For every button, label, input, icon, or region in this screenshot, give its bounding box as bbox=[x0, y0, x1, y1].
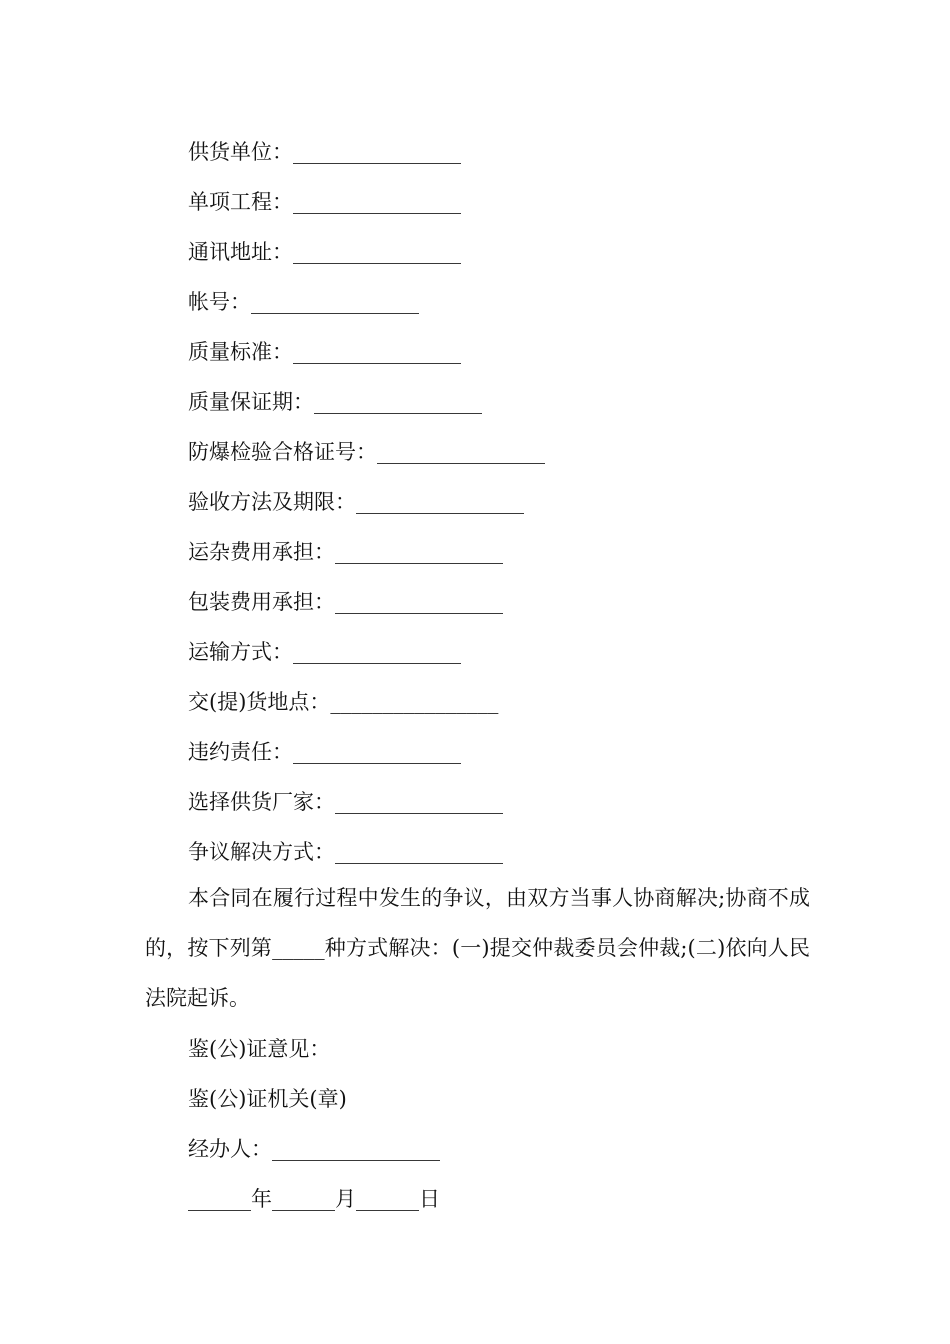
field-blank: ________________ bbox=[335, 590, 503, 614]
field-label: 质量标准： bbox=[188, 340, 293, 364]
dispute-text-part1: 本合同在履行过程中发生的争议，由双方当事人协商解决;协商不成的，按下列第 bbox=[145, 886, 810, 960]
field-blank: ________________ bbox=[356, 490, 524, 514]
handler-line bbox=[188, 1135, 440, 1163]
handler-label: 经办人： bbox=[188, 1137, 272, 1161]
field-explosion-proof-cert bbox=[188, 438, 545, 466]
field-blank: ________________ bbox=[251, 290, 419, 314]
field-supplier bbox=[188, 138, 461, 166]
field-label: 运杂费用承担： bbox=[188, 540, 335, 564]
field-blank: ________________ bbox=[330, 690, 499, 714]
field-blank: ________________ bbox=[335, 790, 503, 814]
month-blank: ______ bbox=[272, 1187, 335, 1211]
field-label: 供货单位： bbox=[188, 140, 293, 164]
dispute-choice-blank: _____ bbox=[272, 936, 325, 960]
field-label: 选择供货厂家： bbox=[188, 790, 335, 814]
field-packaging-cost bbox=[188, 588, 503, 616]
field-label: 争议解决方式： bbox=[188, 840, 335, 864]
field-blank: ________________ bbox=[335, 540, 503, 564]
field-label: 违约责任： bbox=[188, 740, 293, 764]
field-warranty-period bbox=[188, 388, 482, 416]
handler-blank: ________________ bbox=[272, 1137, 440, 1161]
date-line bbox=[188, 1185, 440, 1213]
field-delivery-location bbox=[188, 688, 498, 716]
notary-opinion-label: 鉴(公)证意见： bbox=[188, 1037, 331, 1061]
field-dispute-resolution bbox=[188, 838, 503, 866]
field-blank: ________________ bbox=[335, 840, 503, 864]
field-blank: ________________ bbox=[293, 190, 461, 214]
field-label: 通讯地址： bbox=[188, 240, 293, 264]
field-freight-cost bbox=[188, 538, 503, 566]
field-blank: ________________ bbox=[293, 740, 461, 764]
field-supplier-selection bbox=[188, 788, 503, 816]
field-blank: ________________ bbox=[293, 140, 461, 164]
year-blank: ______ bbox=[188, 1187, 251, 1211]
field-blank: ________________ bbox=[377, 440, 545, 464]
field-address bbox=[188, 238, 461, 266]
field-blank: ________________ bbox=[293, 240, 461, 264]
field-label: 防爆检验合格证号： bbox=[188, 440, 377, 464]
field-breach-liability bbox=[188, 738, 461, 766]
field-blank: ________________ bbox=[314, 390, 482, 414]
field-label: 交(提)货地点： bbox=[188, 690, 331, 714]
field-single-project bbox=[188, 188, 461, 216]
field-label: 帐号： bbox=[188, 290, 251, 314]
month-label: 月 bbox=[335, 1187, 356, 1211]
day-blank: ______ bbox=[356, 1187, 419, 1211]
field-label: 质量保证期： bbox=[188, 390, 314, 414]
field-label: 单项工程： bbox=[188, 190, 293, 214]
field-blank: ________________ bbox=[293, 340, 461, 364]
field-acceptance-method bbox=[188, 488, 524, 516]
field-label: 运输方式： bbox=[188, 640, 293, 664]
field-account bbox=[188, 288, 419, 316]
year-label: 年 bbox=[251, 1187, 272, 1211]
field-label: 验收方法及期限： bbox=[188, 490, 356, 514]
dispute-paragraph bbox=[145, 873, 810, 1023]
dispute-text-part2: 种方式解决：(一)提交仲裁委员会仲裁;(二)依向人民法院起诉。 bbox=[145, 936, 810, 1010]
field-label: 包装费用承担： bbox=[188, 590, 335, 614]
field-blank: ________________ bbox=[293, 640, 461, 664]
field-quality-standard bbox=[188, 338, 461, 366]
day-label: 日 bbox=[419, 1187, 440, 1211]
field-transport-mode bbox=[188, 638, 461, 666]
notary-office-label: 鉴(公)证机关(章) bbox=[188, 1087, 347, 1111]
